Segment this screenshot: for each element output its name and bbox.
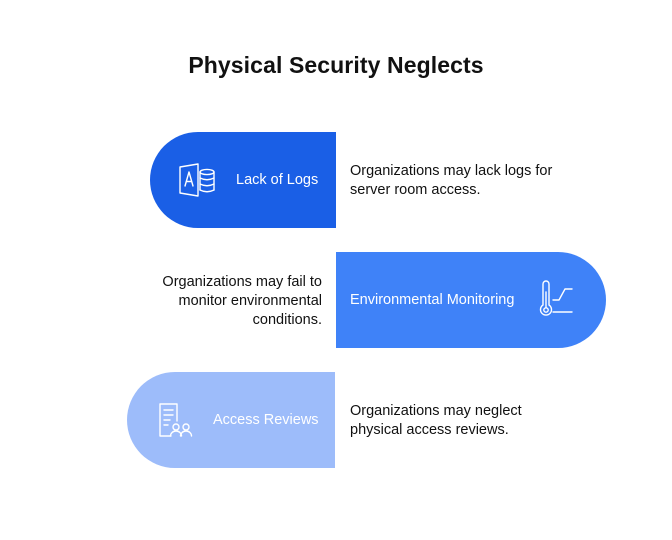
environmental-monitoring-label: Environmental Monitoring bbox=[350, 292, 515, 308]
access-reviews-pill bbox=[127, 372, 335, 468]
access-reviews-description: Organizations may neglect physical access reviews. bbox=[350, 403, 522, 438]
thermometer-icon bbox=[532, 278, 576, 322]
lack-of-logs-description: Organizations may lack logs for server room access. bbox=[350, 163, 553, 198]
document-users-icon bbox=[153, 398, 197, 442]
lack-of-logs-label: Lack of Logs bbox=[236, 172, 319, 188]
access-reviews-label: Access Reviews bbox=[213, 412, 319, 428]
environmental-monitoring-pill bbox=[336, 252, 606, 348]
database-document-icon bbox=[174, 158, 218, 202]
environmental-monitoring-description: Organizations may fail to monitor environmental conditions. bbox=[162, 274, 322, 328]
page-title: Physical Security Neglects bbox=[188, 52, 484, 78]
lack-of-logs-pill bbox=[150, 132, 336, 228]
